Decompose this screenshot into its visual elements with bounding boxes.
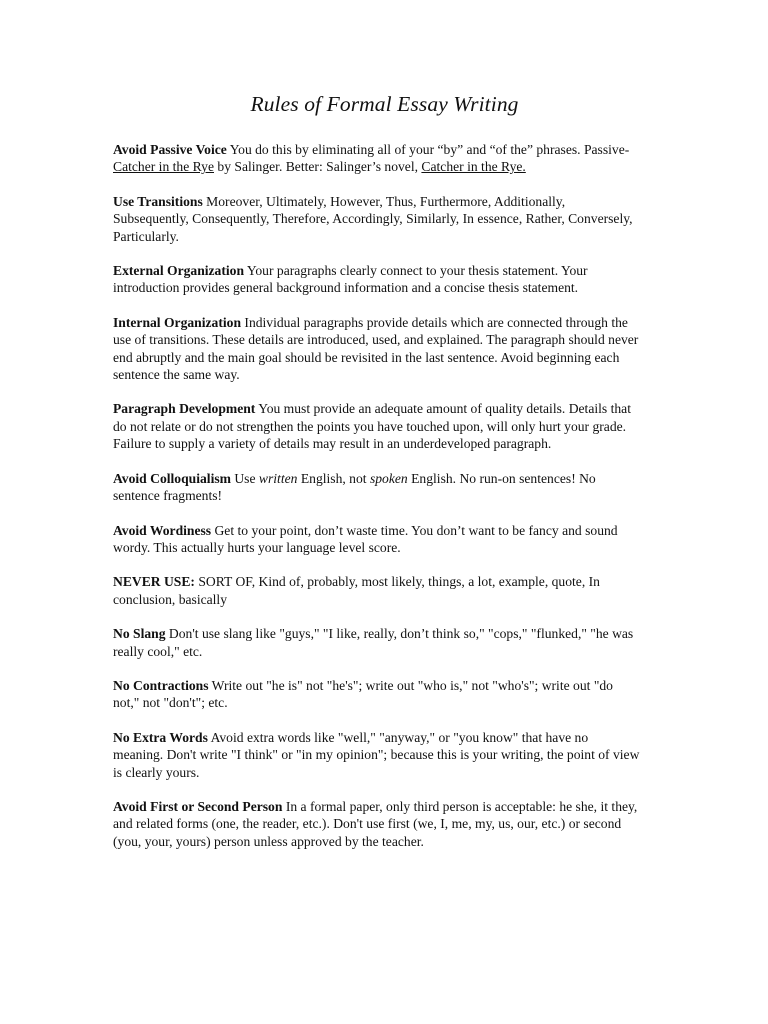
rule-heading: Use Transitions — [113, 193, 203, 209]
rule-transitions — [113, 193, 640, 245]
rule-heading: No Slang — [113, 626, 166, 642]
rule-heading: External Organization — [113, 263, 245, 279]
rule-body: In a formal paper, only third person is acceptable: he she, it they, and related forms (one, the reader, etc.). Don't use first (we, I, me, my, us, our, etc.) or second (you, your, yours) person unless approved by the teacher. — [113, 798, 638, 849]
rule-heading: Internal Organization — [113, 314, 242, 330]
rule-internal-organization — [113, 314, 640, 384]
rule-body: English. No run-on sentences! No sentence fragments! — [113, 470, 596, 504]
rule-heading: Avoid Colloquialism — [113, 470, 231, 486]
rule-wordiness — [113, 522, 640, 557]
rule-body: Use — [230, 470, 259, 486]
rule-body: Write out "he is" not "he's"; write out "who is," not "who's"; write out "do not," not "don't"; etc. — [113, 677, 613, 711]
rule-first-second-person — [113, 798, 640, 850]
rule-body: Your paragraphs clearly connect to your thesis statement. Your introduction provides general background information and a concise thesis statement. — [113, 263, 588, 296]
rule-external-organization — [113, 262, 640, 297]
rule-heading: Paragraph Development — [113, 401, 256, 417]
rule-no-extra-words — [113, 729, 640, 781]
rule-no-contractions — [113, 677, 640, 712]
rule-body: SORT OF, Kind of, probably, most likely, things, a lot, example, quote, In conclusion, basically — [113, 574, 600, 607]
document-title: Rules of Formal Essay Writing — [250, 92, 519, 116]
emphasis-written: written — [258, 470, 298, 486]
rule-body: Avoid extra words like "well," "anyway," or "you know" that have no meaning. Don't write "I think" or "in my opinion"; because this is your writing, the point of view is clearly yours. — [113, 729, 640, 780]
rule-body: English, not — [297, 470, 370, 486]
rule-colloquialism — [113, 470, 640, 505]
rule-body: Get to your point, don’t waste time. You don’t want to be fancy and sound wordy. This actually hurts your language level score. — [113, 522, 618, 555]
rule-heading: Avoid Wordiness — [113, 522, 212, 538]
emphasis-spoken: spoken — [369, 470, 408, 486]
rule-no-slang — [113, 625, 640, 660]
rule-body: Moreover, Ultimately, However, Thus, Furthermore, Additionally, Subsequently, Consequently, Therefore, Accordingly, Similarly, In essence, Rather, Conversely, Particularly. — [113, 193, 633, 244]
rule-body: You do this by eliminating all of your “by” and “of the” phrases. Passive- — [226, 142, 630, 157]
rule-never-use — [113, 573, 640, 608]
rule-body: Individual paragraphs provide details which are connected through the use of transitions. These details are introduced, used, and explained. The paragraph should never end abruptly and the main goal should be revisited in the last sentence. Avoid beginning each sentence the same way. — [113, 314, 639, 383]
rule-paragraph-development — [113, 400, 640, 452]
rule-heading: Avoid First or Second Person — [113, 798, 283, 814]
rule-body: You must provide an adequate amount of quality details. Details that do not relate or do not strengthen the points you have touched upon, will only hurt your grade. Failure to supply a variety of details may result in an underdeveloped paragraph. — [113, 401, 631, 452]
rule-heading: NEVER USE: — [113, 574, 195, 590]
book-title-underlined: Catcher in the Rye. — [421, 159, 526, 175]
rule-passive-voice — [113, 141, 640, 176]
rule-body: by Salinger. Better: Salinger’s novel, — [214, 159, 422, 175]
rule-heading: No Extra Words — [113, 729, 208, 745]
book-title-underlined: Catcher in the Rye — [113, 159, 214, 175]
rule-heading: Avoid Passive Voice — [113, 142, 227, 157]
rule-body: Don't use slang like "guys," "I like, really, don’t think so," "cops," "flunked," "he was really cool," etc. — [113, 626, 634, 659]
rule-heading: No Contractions — [113, 677, 209, 693]
